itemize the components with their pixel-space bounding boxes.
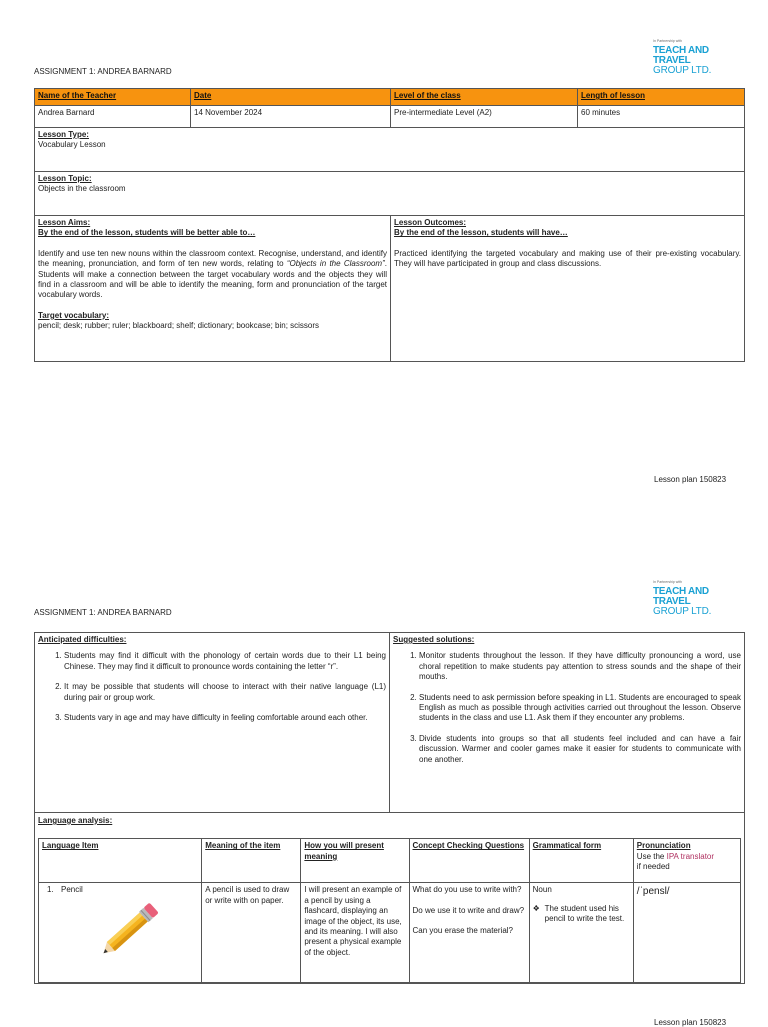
logo-line-2: GROUP LTD. bbox=[653, 64, 712, 76]
la-header-item: Language Item bbox=[39, 839, 202, 883]
header-date: Date bbox=[191, 89, 391, 106]
lesson-info-table bbox=[34, 88, 745, 362]
logo-line-2-2: GROUP LTD. bbox=[653, 605, 712, 617]
lesson-type-value: Vocabulary Lesson bbox=[38, 140, 106, 150]
lesson-topic-cell bbox=[35, 172, 745, 216]
la-item-name bbox=[42, 885, 198, 895]
la-meaning: A pencil is used to draw or write with on paper. bbox=[202, 883, 301, 983]
lesson-outcomes-cell bbox=[391, 216, 745, 362]
la-pron-note bbox=[637, 852, 737, 862]
solution-item: 2. Students need to ask permission before speaking in L1. Students are encouraged to speak English as much as possible through activities carried out throughout the lesson. Observe students in the class and use L1. Ask them if they encounter any problems. bbox=[419, 693, 741, 724]
la-item-text: Pencil bbox=[61, 885, 83, 895]
lesson-aims-label: Lesson Aims: bbox=[38, 218, 91, 227]
lesson-type-cell bbox=[35, 128, 745, 172]
target-vocab-value: pencil; desk; rubber; ruler; blackboard; shelf; dictionary; bookcase; bin; scissors bbox=[38, 321, 320, 331]
lesson-topic-value: Objects in the classroom bbox=[38, 184, 126, 194]
lesson-aims-cell bbox=[35, 216, 391, 362]
logo-tagline-2: In Partnership with bbox=[653, 580, 682, 584]
aims-text-part-2: . Students will make a connection between the target vocabulary words and the objects they will find in a classroom and will be able to identify the meaning, form and pronunciation of the target vocabulary words. bbox=[38, 259, 387, 300]
list-number: 1. bbox=[47, 885, 54, 895]
la-present: I will present an example of a pencil by using a flashcard, displaying an image of the object, its use, and its meaning. I will also present a physical example of the object. bbox=[301, 883, 409, 983]
language-analysis-cell bbox=[35, 813, 745, 984]
teacher-name: Andrea Barnard bbox=[35, 106, 191, 128]
ccq-3: Can you erase the material? bbox=[412, 926, 513, 936]
diamond-bullet-icon: ❖ bbox=[532, 903, 540, 913]
lesson-type-label: Lesson Type: bbox=[38, 130, 89, 139]
header-teacher: Name of the Teacher bbox=[35, 89, 191, 106]
company-logo-2 bbox=[653, 581, 733, 617]
header-length: Length of lesson bbox=[578, 89, 745, 106]
difficulties-cell bbox=[35, 633, 390, 813]
language-analysis-label: Language analysis: bbox=[38, 816, 113, 825]
ccq-2: Do we use it to write and draw? bbox=[412, 905, 525, 915]
solutions-label: Suggested solutions: bbox=[393, 635, 475, 644]
lesson-outcomes-text: Practiced identifying the targeted vocabulary and making use of their pre-existing vocabulary. They will have participated in group and class discussions. bbox=[394, 248, 741, 269]
form-example bbox=[533, 904, 630, 925]
la-ccq-cell bbox=[409, 883, 529, 983]
header-level: Level of the class bbox=[391, 89, 578, 106]
assignment-header-2: ASSIGNMENT 1: ANDREA BARNARD bbox=[34, 608, 172, 617]
difficulty-item: 2. It may be possible that students will choose to interact with their native language (L1) during pair or group work. bbox=[64, 682, 386, 703]
ipa-translator-link[interactable]: IPA translator bbox=[666, 851, 715, 861]
la-pron: /ˈpensl/ bbox=[633, 883, 740, 983]
la-header-present: How you will present meaning bbox=[301, 839, 409, 883]
la-header-ccq: Concept Checking Questions bbox=[409, 839, 529, 883]
difficulty-item: 3. Students vary in age and may have difficulty in feeling comfortable around each other. bbox=[64, 713, 386, 723]
la-pron-note-2: if needed bbox=[636, 862, 670, 872]
solution-item: 3. Divide students into groups so that all students feel included and can have a fair discussion. Warmer and cooler games make it easier for students to communicate with one another. bbox=[419, 734, 741, 765]
ccq-1: What do you use to write with? bbox=[412, 885, 522, 895]
solution-item: 1. Monitor students throughout the lesson. If they have difficulty pronouncing a word, use choral repetition to make students pay attention to stress sounds and the shape of their mouths. bbox=[419, 651, 741, 682]
assignment-header: ASSIGNMENT 1: ANDREA BARNARD bbox=[34, 67, 172, 76]
page-2 bbox=[0, 560, 768, 1027]
la-item-cell bbox=[39, 883, 202, 983]
lesson-date: 14 November 2024 bbox=[191, 106, 391, 128]
la-header-pron-cell bbox=[633, 839, 740, 883]
form-example-text: The student used his pencil to write the test. bbox=[544, 903, 625, 924]
lesson-topic-label: Lesson Topic: bbox=[38, 174, 92, 183]
aims-text-italic: “Objects in the Classroom” bbox=[286, 259, 385, 269]
la-form: Noun bbox=[532, 885, 552, 895]
la-header-pron: Pronunciation bbox=[636, 841, 691, 851]
difficulties-table bbox=[34, 632, 745, 984]
logo-tagline: In Partnership with bbox=[653, 39, 682, 43]
page-2-footer: Lesson plan 150823 bbox=[654, 1018, 727, 1027]
solutions-list bbox=[393, 651, 741, 765]
language-analysis-table bbox=[38, 838, 741, 983]
difficulties-label: Anticipated difficulties: bbox=[38, 635, 127, 644]
class-level: Pre-intermediate Level (A2) bbox=[391, 106, 578, 128]
pencil-icon bbox=[92, 898, 172, 976]
page-gap bbox=[0, 520, 768, 560]
page-1-footer: Lesson plan 150823 bbox=[654, 475, 727, 484]
lesson-aims-text bbox=[38, 249, 387, 301]
la-form-cell bbox=[529, 883, 633, 983]
lesson-outcomes-label: Lesson Outcomes: bbox=[394, 218, 467, 227]
lesson-length: 60 minutes bbox=[578, 106, 745, 128]
la-header-meaning: Meaning of the item bbox=[202, 839, 301, 883]
logo-line-1: TEACH AND TRAVEL bbox=[653, 44, 709, 66]
la-header-form: Grammatical form bbox=[529, 839, 633, 883]
pron-note-text: Use the bbox=[636, 851, 667, 861]
difficulty-item: 1. Students may find it difficult with the phonology of certain words due to their L1 being Chinese. They may find it difficult to pronounce words containing the letter “r”. bbox=[64, 651, 386, 672]
company-logo bbox=[653, 40, 733, 76]
difficulties-list bbox=[38, 651, 386, 723]
target-vocab-label: Target vocabulary: bbox=[38, 310, 109, 320]
aims-text-part-1: Identify and use ten new nouns within the classroom context. Recognise, understand, and identify the meaning, pronunciation, and form of ten new words, relating to bbox=[38, 248, 387, 269]
lesson-outcomes-subhead: By the end of the lesson, students will have… bbox=[394, 228, 568, 238]
logo-line-1-2: TEACH AND TRAVEL bbox=[653, 585, 709, 607]
solutions-cell bbox=[390, 633, 745, 813]
lesson-aims-subhead: By the end of the lesson, students will be better able to… bbox=[38, 228, 256, 238]
